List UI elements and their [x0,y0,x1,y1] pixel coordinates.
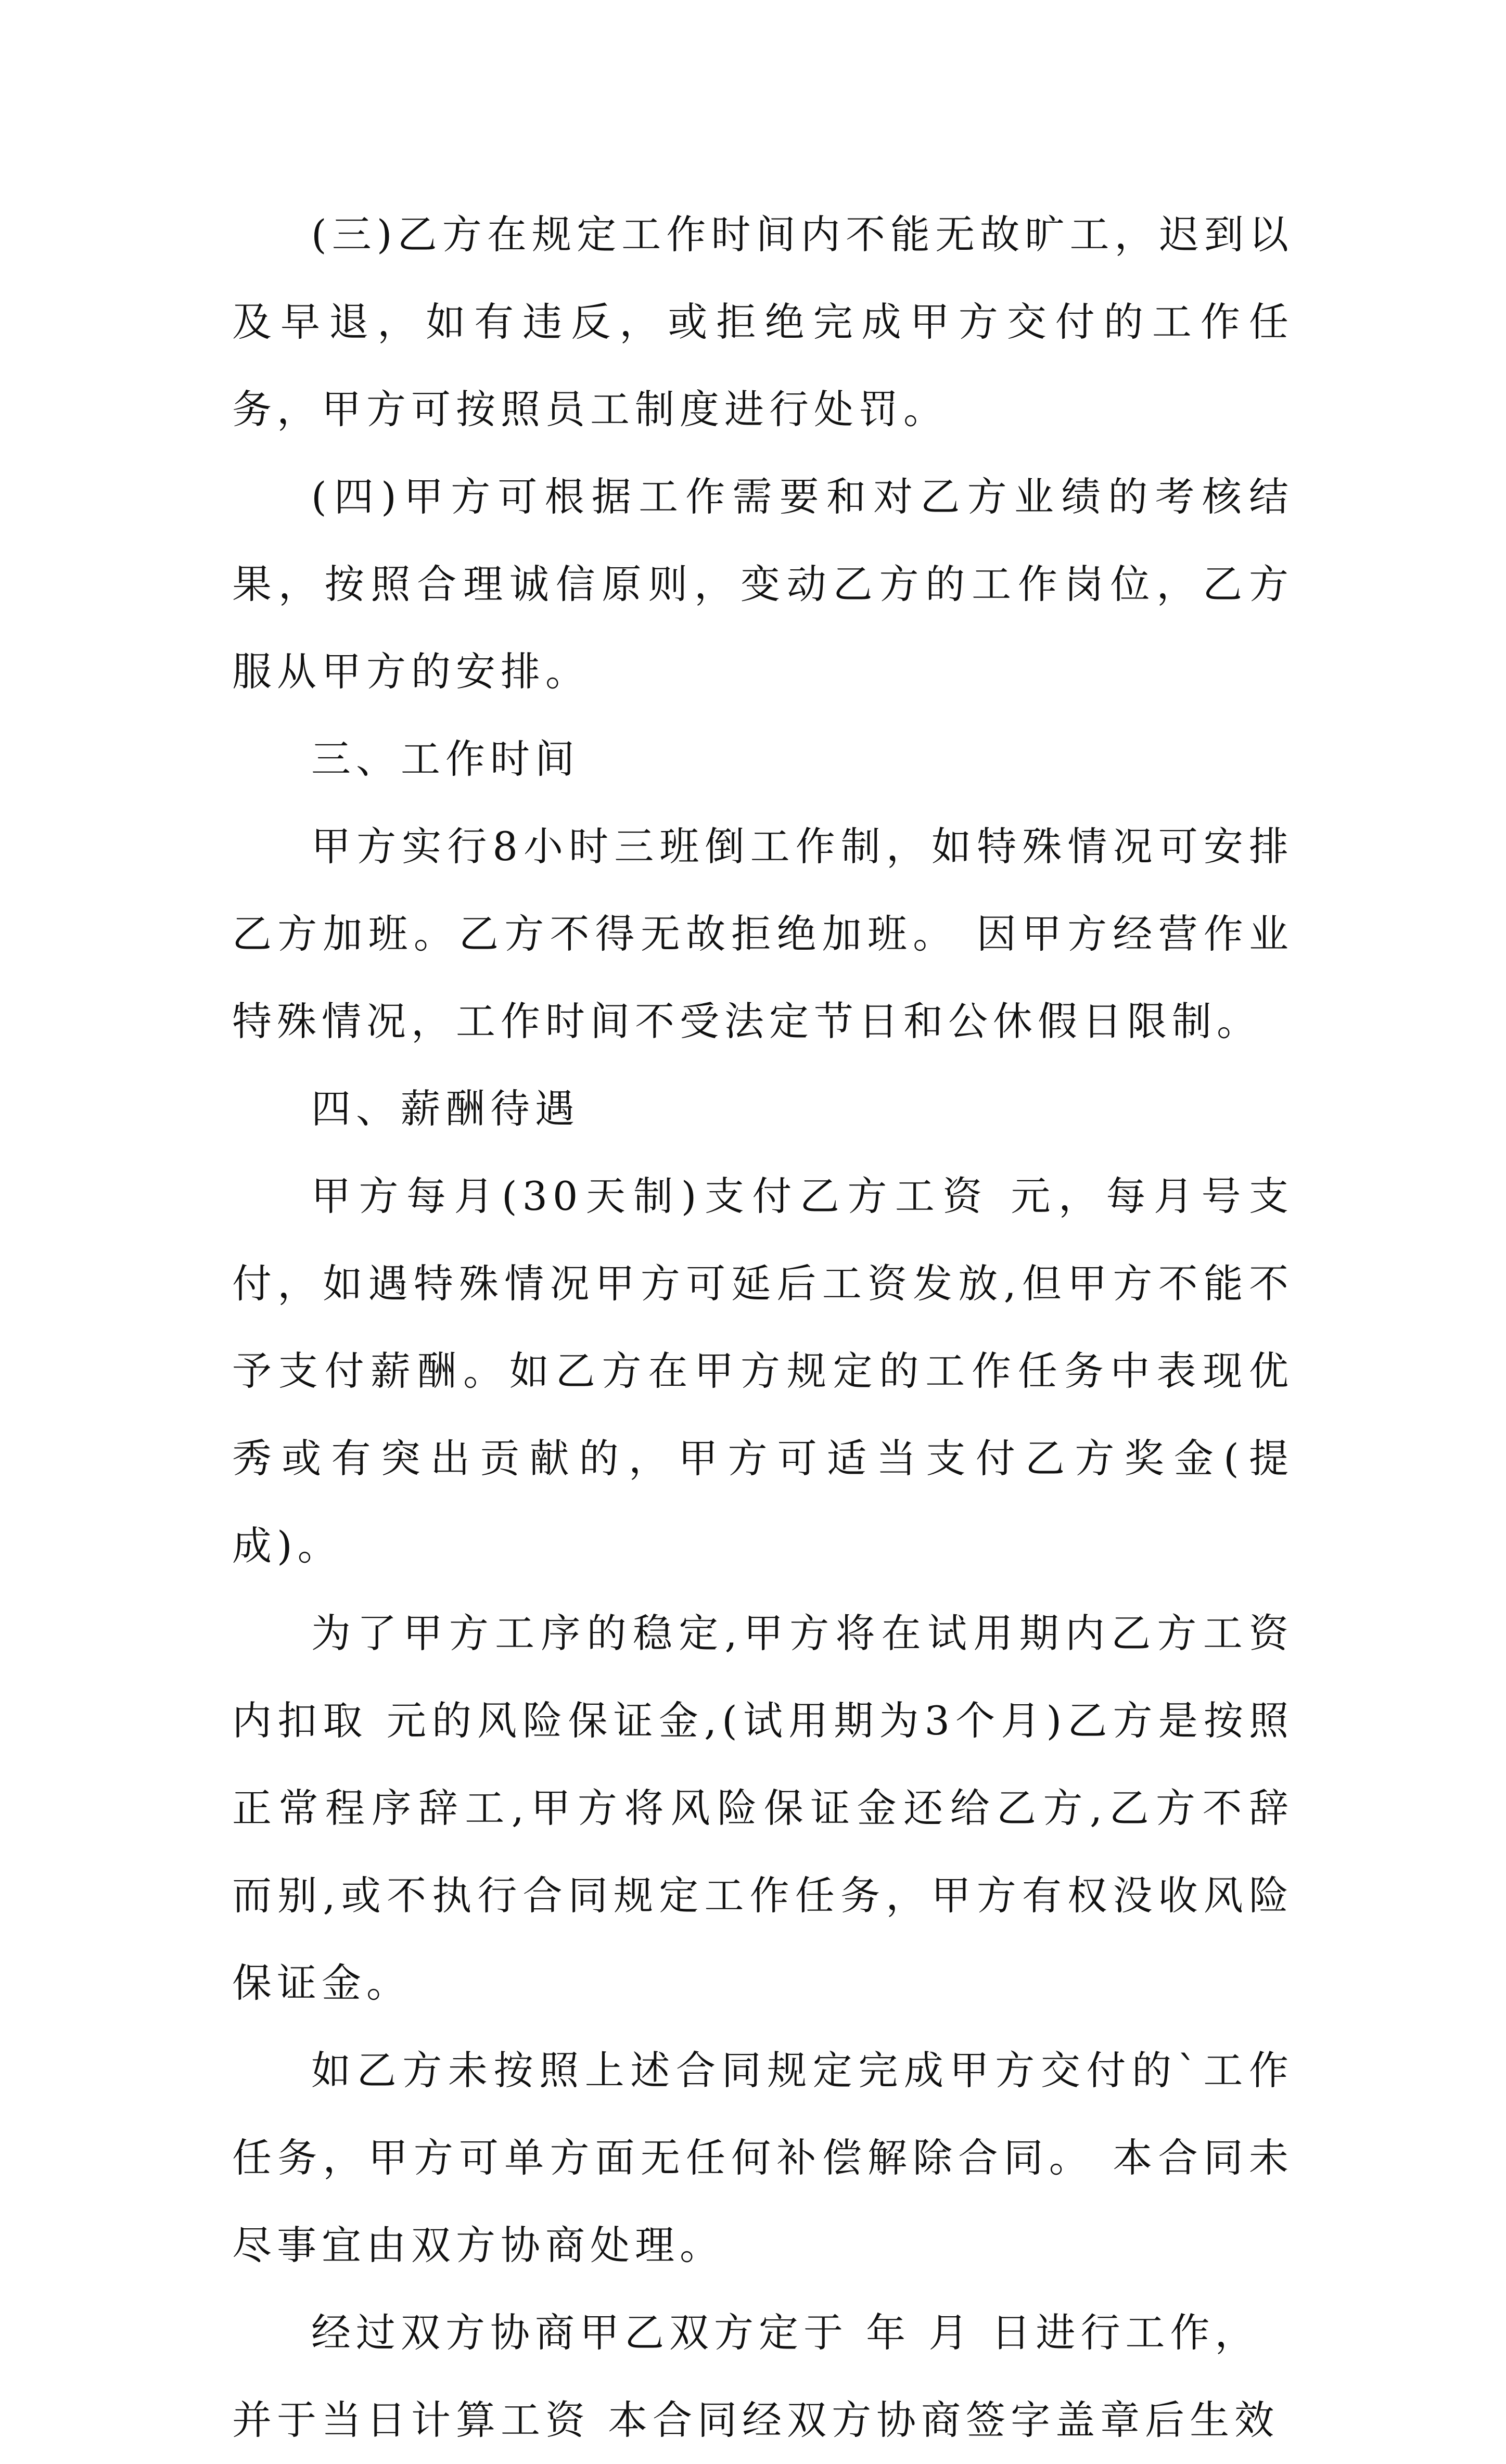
paragraph-clause-3-attendance: (三)乙方在规定工作时间内不能无故旷工，迟到以及早退，如有违反，或拒绝完成甲方交付的工作任务，甲方可按照员工制度进行处罚。 [232,211,1294,432]
contract-body [232,191,1294,2464]
paragraph-working-hours: 甲方实行8小时三班倒工作制，如特殊情况可安排乙方加班。乙方不得无故拒绝加班。 因甲方经营作业特殊情况，工作时间不受法定节日和公休假日限制。 [232,823,1294,1044]
paragraph-clause-4-reassignment: (四)甲方可根据工作需要和对乙方业绩的考核结果，按照合理诚信原则，变动乙方的工作岗位，乙方服从甲方的安排。 [232,474,1294,695]
section-heading-compensation: 四、薪酬待遇 [311,1086,580,1132]
paragraph-deposit: 为了甲方工序的稳定,甲方将在试用期内乙方工资内扣取 元的风险保证金,(试用期为3个月)乙方是按照正常程序辞工,甲方将风险保证金还给乙方,乙方不辞而别,或不执行合同规定工作任务，甲方有权没收风险保证金。 [232,1610,1294,2006]
paragraph-salary: 甲方每月(30天制)支付乙方工资 元，每月号支付，如遇特殊情况甲方可延后工资发放,但甲方不能不予支付薪酬。如乙方在甲方规定的工作任务中表现优秀或有突出贡献的，甲方可适当支付乙方奖金(提成)。 [232,1173,1294,1569]
section-heading-working-hours: 三、工作时间 [311,736,580,782]
paragraph-termination: 如乙方未按照上述合同规定完成甲方交付的`工作任务，甲方可单方面无任何补偿解除合同。 本合同未尽事宜由双方协商处理。 [232,2047,1294,2268]
paragraph-effective-date: 经过双方协商甲乙双方定于 年 月 日进行工作，并于当日计算工资 本合同经双方协商签字盖章后生效 [232,2309,1280,2443]
